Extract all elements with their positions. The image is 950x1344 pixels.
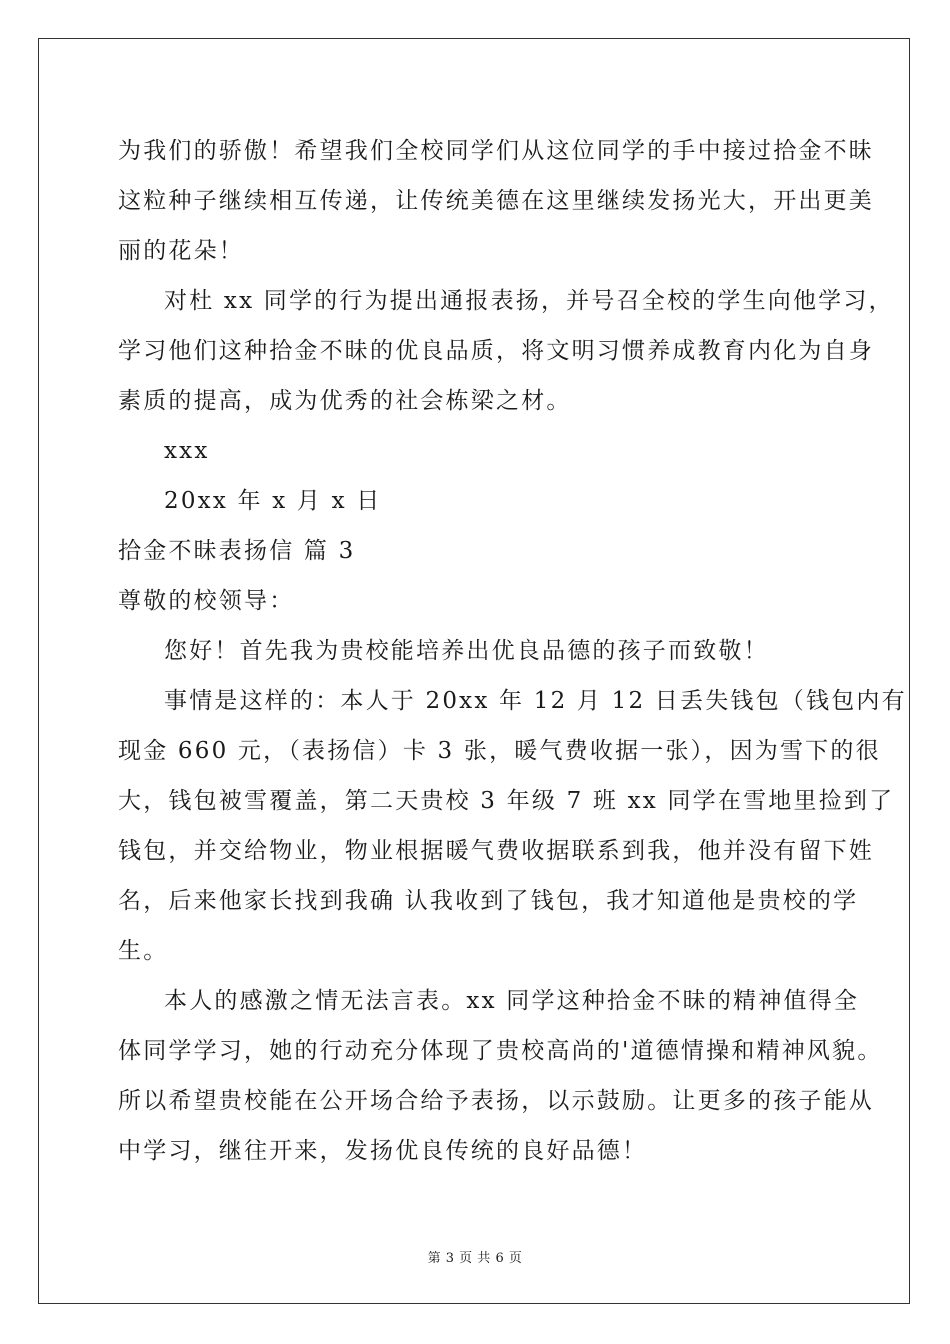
text-line: 为我们的骄傲！希望我们全校同学们从这位同学的手中接过拾金不昧 (118, 138, 874, 164)
text-line: 事情是这样的：本人于 20xx 年 12 月 12 日丢失钱包（钱包内有 (164, 688, 907, 714)
text-line: 现金 660 元，（表扬信）卡 3 张，暖气费收据一张），因为雪下的很 (118, 738, 881, 764)
text-line: 这粒种子继续相互传递，让传统美德在这里继续发扬光大，开出更美 (118, 188, 874, 214)
section-title: 拾金不昧表扬信 篇 3 (118, 538, 356, 564)
signature-name: xxx (164, 438, 210, 464)
text-line: 对杜 xx 同学的行为提出通报表扬，并号召全校的学生向他学习， (164, 288, 894, 314)
text-line: 钱包，并交给物业，物业根据暖气费收据联系到我，他并没有留下姓 (118, 838, 874, 864)
document-body (118, 128, 907, 1178)
page-number-footer: 第 3 页 共 6 页 (427, 1251, 523, 1266)
text-line: 所以希望贵校能在公开场合给予表扬，以示鼓励。让更多的孩子能从 (118, 1088, 874, 1114)
text-line: 素质的提高，成为优秀的社会栋梁之材。 (118, 388, 572, 414)
text-line: 体同学学习，她的行动充分体现了贵校高尚的'道德情操和精神风貌。 (118, 1038, 883, 1064)
signature-date: 20xx 年 x 月 x 日 (164, 488, 382, 514)
text-line: 学习他们这种拾金不昧的优良品质，将文明习惯养成教育内化为自身 (118, 338, 874, 364)
salutation: 尊敬的校领导： (118, 588, 295, 614)
text-line: 生。 (118, 938, 169, 964)
text-line: 大，钱包被雪覆盖，第二天贵校 3 年级 7 班 xx 同学在雪地里捡到了 (118, 788, 895, 814)
text-line: 您好！首先我为贵校能培养出优良品德的孩子而致敬！ (164, 638, 769, 664)
text-line: 中学习，继往开来，发扬优良传统的良好品德！ (118, 1138, 648, 1164)
text-line: 本人的感激之情无法言表。xx 同学这种拾金不昧的精神值得全 (164, 988, 860, 1014)
text-line: 名，后来他家长找到我确 认我收到了钱包，我才知道他是贵校的学 (118, 888, 859, 914)
text-line: 丽的花朵！ (118, 238, 244, 264)
